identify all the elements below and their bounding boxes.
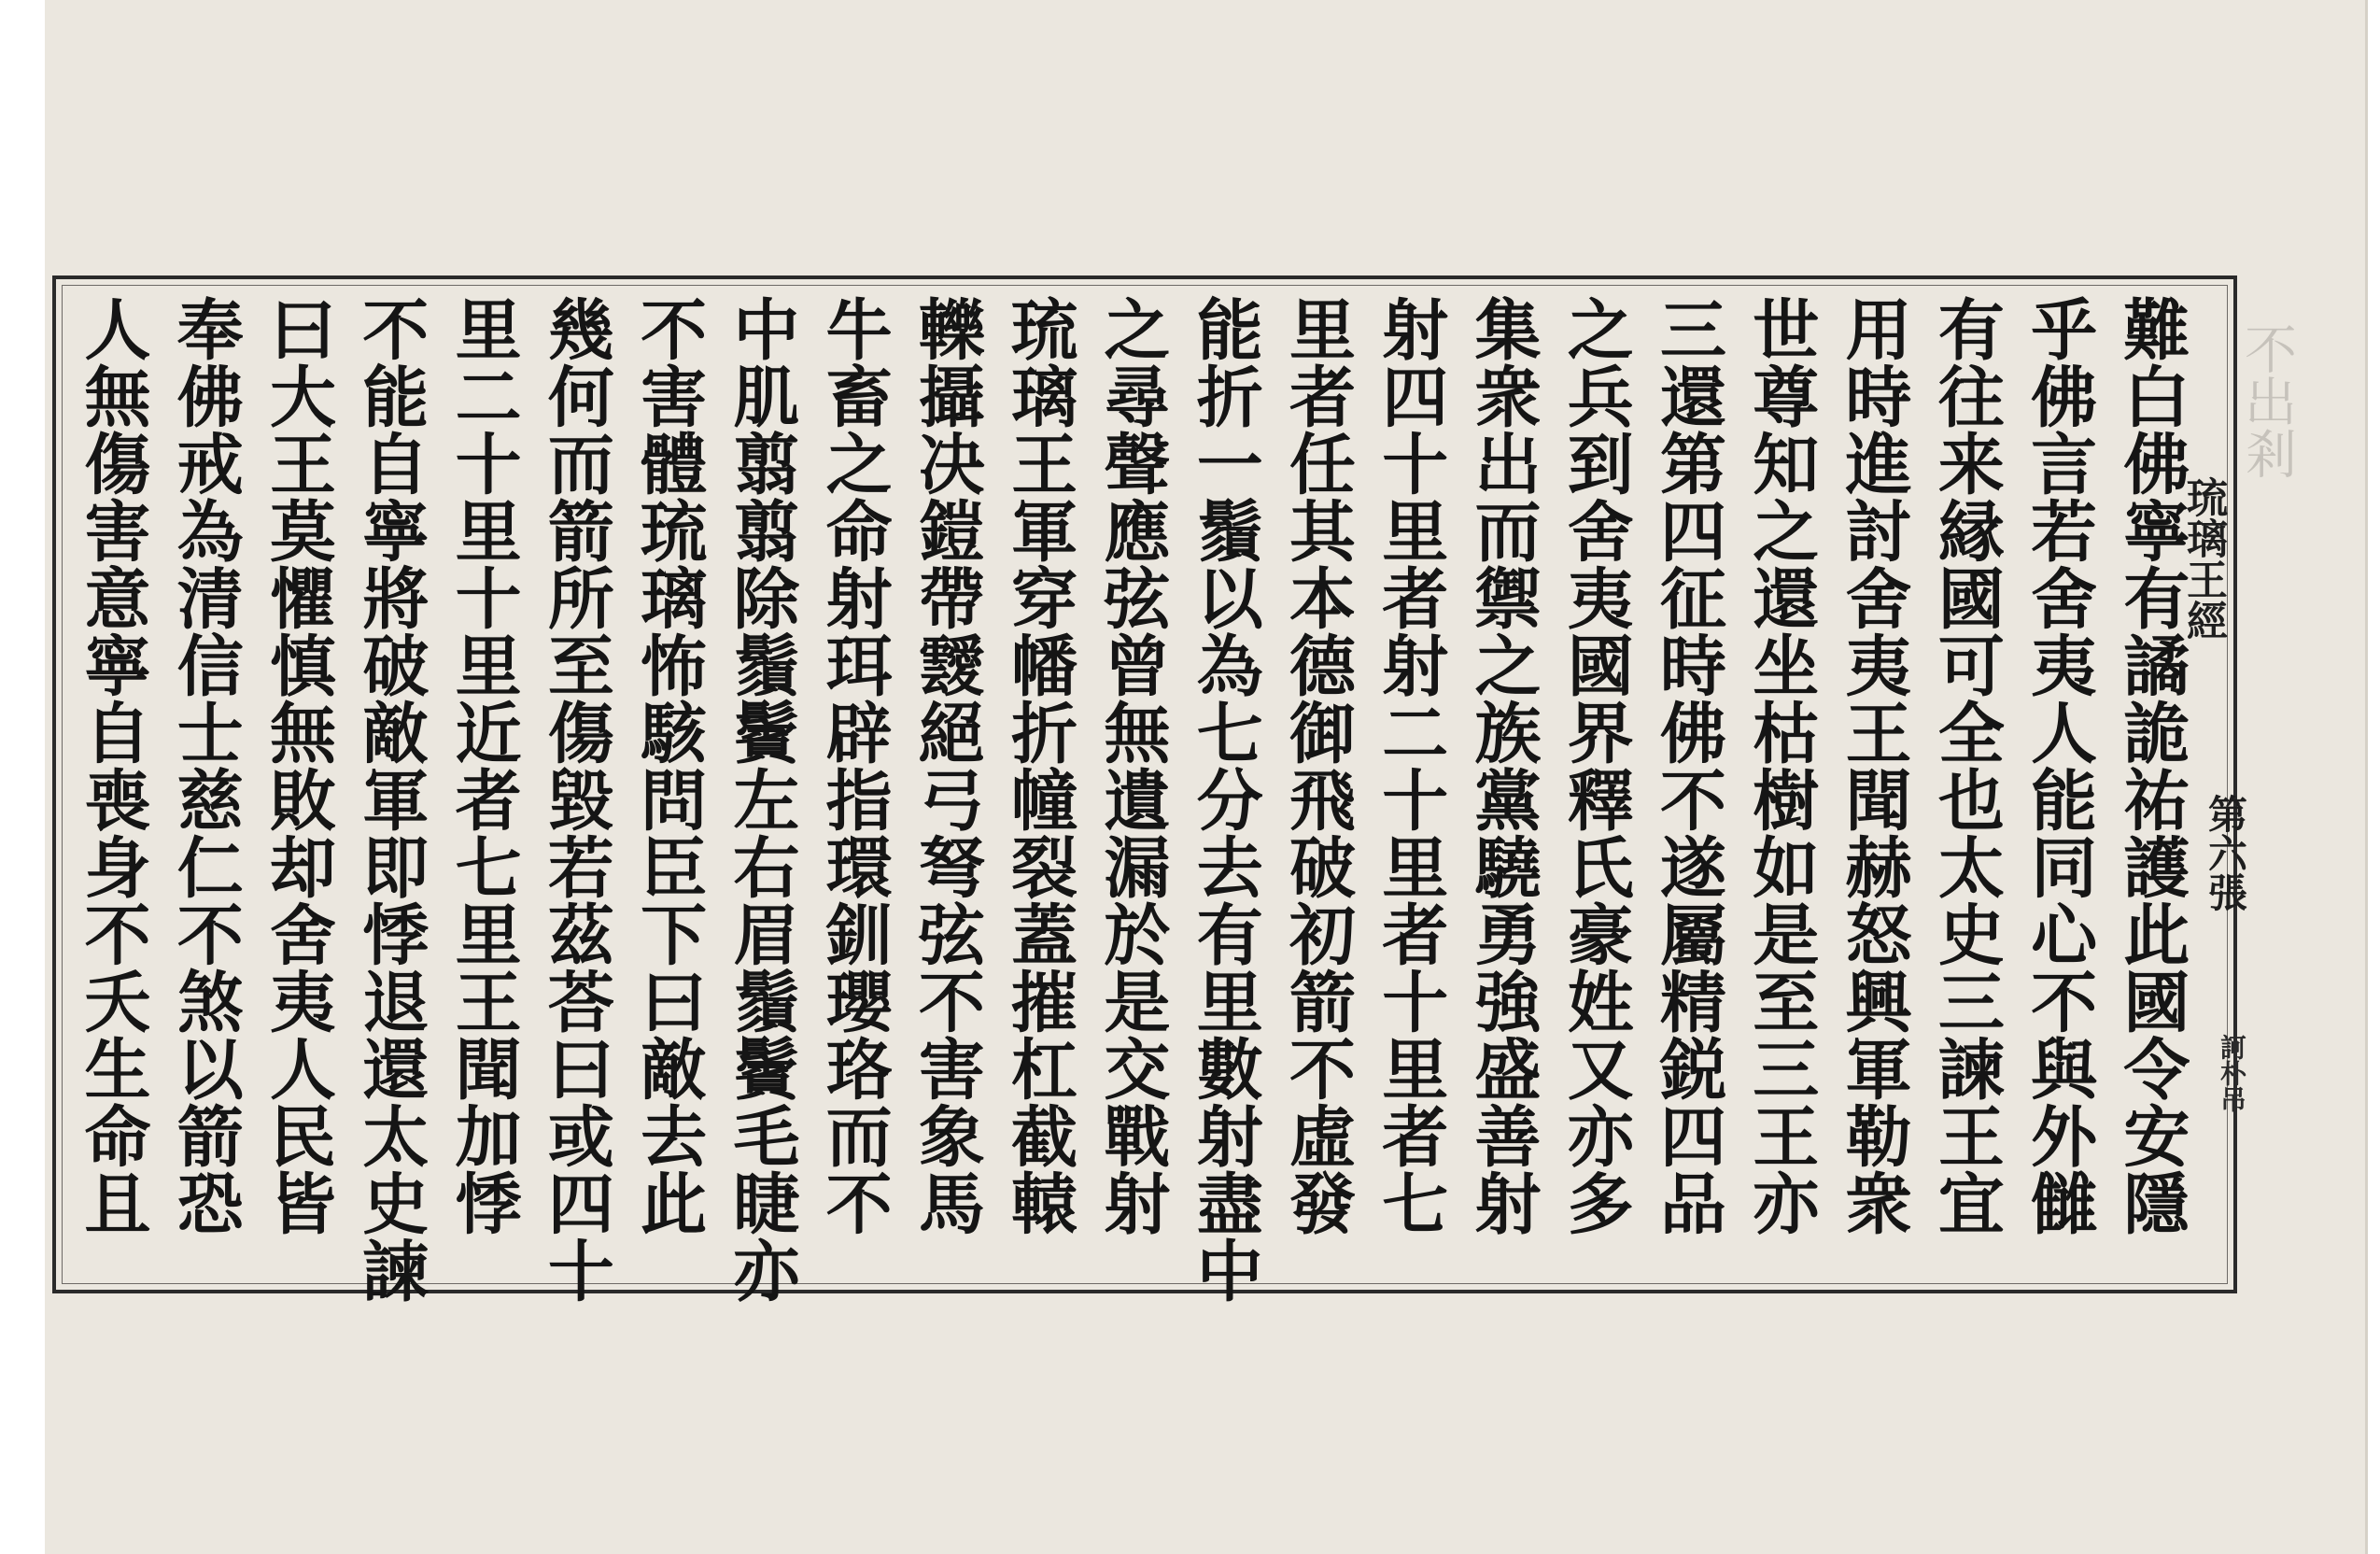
text-column: 用時進討舍夷王聞赫怒興軍勒衆 <box>1835 295 1914 1236</box>
text-column: 曰大王莫懼慎無敗却舍夷人民皆 <box>259 295 338 1236</box>
text-column: 轢攝决鎧帶靉絕弓弩弦不害象馬 <box>908 295 987 1236</box>
text-column: 有往来縁國可全也太史三諫王宜 <box>1927 295 2007 1236</box>
text-column: 世尊知之還坐枯樹如是至三王亦 <box>1741 295 1821 1236</box>
text-column: 不害體琉璃怖駭問臣下曰敵去此 <box>629 295 709 1236</box>
page-edge <box>2365 0 2368 1554</box>
text-column: 琉璃王軍穿幡折幢裂蓋摧杠截轅 <box>1000 295 1079 1236</box>
text-column: 集衆出而禦之族黨驍勇強盛善射 <box>1463 295 1542 1236</box>
text-column: 人無傷害意寧自喪身不夭生命且 <box>74 295 152 1236</box>
text-column: 射四十里者射二十里者十里者七 <box>1371 295 1450 1236</box>
text-column: 之兵到舍夷國界釋氏豪姓又亦多 <box>1556 295 1636 1236</box>
margin-carver-mark: 訶朴吊 <box>2217 1034 2247 1112</box>
text-column: 里者任其本德御飛破初箭不虛發 <box>1278 295 1358 1236</box>
text-column: 之尋聲應弦曾無遺漏於是交戰射 <box>1092 295 1172 1236</box>
text-column: 牛畜之命射珥辟指環釧瓔珞而不 <box>815 295 894 1236</box>
text-column: 不能自寧將破敵軍即悸退還太史諫 <box>351 295 430 1304</box>
margin-sutra-title: 琉璃王經 <box>2179 476 2227 641</box>
text-column: 乎佛言若舍夷人能同心不與外雠 <box>2020 295 2099 1236</box>
text-column: 中肌翦翦除鬚鬢左右眉鬚鬢毛睫亦 <box>722 295 801 1304</box>
text-column: 難白佛寧有譎詭祐護此國令安隱 <box>2112 295 2191 1236</box>
text-column: 幾何而箭所至傷毀若茲荅曰或四十 <box>537 295 616 1304</box>
text-column: 能折一鬚以為七分去有里數射盡中 <box>1186 295 1265 1304</box>
margin-page-number: 第六張 <box>2203 794 2248 911</box>
text-column: 奉佛戒為清信士慈仁不煞以箭恐 <box>166 295 246 1236</box>
text-column: 三還第四征時佛不遂屬精鋭四品 <box>1649 295 1728 1236</box>
bleed-through-text <box>2274 322 2303 826</box>
main-text-block <box>73 295 2192 1304</box>
text-column: 里二十里十里近者七里王聞加悸 <box>444 295 524 1236</box>
